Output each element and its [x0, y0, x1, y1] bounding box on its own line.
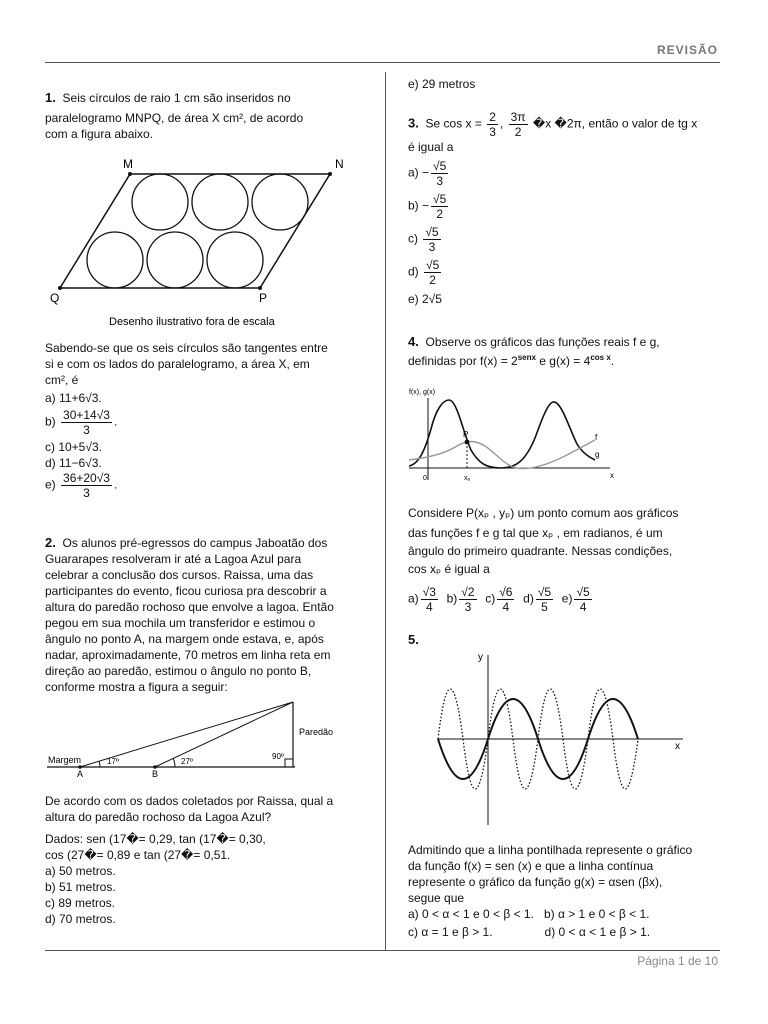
- q1-intro-a: Seis círculos de raio: [62, 91, 171, 105]
- q1-b-num: 30+14√3: [63, 408, 110, 422]
- q5-line-2: represente o gráfico da função g(x) = αsen (βx),: [408, 875, 663, 889]
- q2-line-9: conforme mostra a figura a seguir:: [45, 680, 228, 694]
- angle-90-label: 90º: [272, 752, 284, 761]
- question-1: [45, 90, 375, 142]
- q2-line-6: ângulo no ponto A, na margem onde estava, e, após: [45, 632, 324, 646]
- q5-line-1: da função f(x) = sen (x) e que a linha contínua: [408, 859, 654, 873]
- q2-option-d: d) 70 metros.: [45, 912, 116, 926]
- q1-question-c: cm², é: [45, 373, 79, 387]
- q3-option-d: d) $\frac{√5}{2}$: [408, 258, 440, 287]
- q1-option-b: b) $\frac{30+14√3}{3}$ .: [45, 408, 118, 437]
- page-number: Página 1 de 10: [637, 954, 718, 968]
- q3-text-b: �x �2π, então o valor de tg x: [532, 116, 698, 131]
- q5-line-0: Admitindo que a linha pontilhada represente o gráfico: [408, 843, 693, 857]
- vertex-m-label: M: [123, 157, 133, 171]
- paredao-label: Paredão: [299, 727, 334, 737]
- q2-line-1: Guararapes resolveram ir até a Lagoa Azul para: [45, 552, 302, 566]
- point-b-label: B: [152, 769, 159, 779]
- q1-intro-e: com a figura abaixo.: [45, 127, 154, 141]
- q5-graph: [408, 645, 698, 830]
- q2-dados-a: Dados: sen (17�= 0,29, tan (17�= 0,30,: [45, 832, 266, 846]
- parallelogram-figure: [45, 152, 355, 332]
- q4-graph: [405, 384, 620, 489]
- q2-option-a: a) 50 metros.: [45, 864, 116, 878]
- q1-option-d: d) 11−6√3.: [45, 456, 102, 470]
- column-divider: [385, 72, 386, 950]
- q1-question-a: Sabendo-se que os seis círculos são tangentes entre: [45, 341, 328, 355]
- vertex-q-label: Q: [50, 291, 60, 305]
- q5-option-c: c) α = 1 e β > 1.: [408, 925, 493, 939]
- q3-option-c: c) $\frac{√5}{3}$: [408, 225, 439, 254]
- q5-y-label: y: [478, 652, 483, 663]
- q2-number: 2.: [45, 535, 56, 550]
- q5-x-label: x: [675, 741, 680, 752]
- q1-question: [45, 340, 375, 500]
- q5-text: [408, 842, 728, 940]
- q3-f1-den: 3: [489, 125, 496, 139]
- q5-option-d: d) 0 < α < 1 e β > 1.: [544, 925, 651, 939]
- q4-consider: [408, 505, 728, 614]
- q4-ylabel: f(x), g(x): [409, 389, 436, 396]
- angle-17-label: 17º: [107, 757, 119, 766]
- q2-option-c: c) 89 metros.: [45, 896, 116, 910]
- q1-question-b: si e com os lados do paralelogramo, a área X, em: [45, 357, 310, 371]
- question-4: [408, 334, 728, 369]
- q3-text-c: é igual a: [408, 140, 454, 154]
- q1-radius: 1 cm: [173, 91, 200, 105]
- header-rule: [45, 62, 720, 63]
- q1-option-e: e) $\frac{36+20√3}{3}$ .: [45, 471, 118, 500]
- q2-line-4: altura do paredão rochoso que envolve a lagoa. Então: [45, 600, 334, 614]
- q3-option-e: e) 2√5: [408, 292, 442, 306]
- q4-definition: definidas por $f(x) = 2^{senx}$ e $g(x) = 4^{cos x}$.: [408, 353, 615, 368]
- q1-number: 1.: [45, 90, 56, 105]
- q2-line-2: celebrar a conclusão dos cursos. Raissa, uma das: [45, 568, 314, 582]
- q5-option-b: b) α > 1 e 0 < β < 1.: [543, 907, 650, 921]
- q1-e-den: 3: [83, 486, 90, 500]
- q2-option-e: e) 29 metros: [408, 77, 476, 91]
- q2-line-5: pegou em sua mochila um transferidor e estimou o: [45, 616, 316, 630]
- q4-number: 4.: [408, 334, 419, 349]
- vertex-p-label: P: [259, 291, 268, 305]
- question-2: [45, 535, 375, 695]
- margem-label: Margem: [48, 755, 82, 765]
- q3-f1-num: 2: [489, 110, 496, 124]
- q2-question-0: De acordo com os dados coletados por Raissa, qual a: [45, 794, 334, 808]
- q4-consider-3: cos xₚ é igual a: [408, 562, 490, 576]
- q5-line-3: segue que: [408, 891, 465, 905]
- q4-xp-label: xₚ: [464, 475, 471, 482]
- cliff-figure: [45, 697, 360, 782]
- header-title: REVISÃO: [656, 43, 718, 57]
- q1-option-c: c) 10+5√3.: [45, 440, 102, 454]
- q4-consider-0: Considere P(xₚ , yₚ) um ponto comum aos gráficos: [408, 506, 679, 520]
- angle-27-label: 27º: [181, 757, 193, 766]
- q1-option-a: a) 11+6√3.: [45, 391, 102, 405]
- q2-dados-b: cos (27�= 0,89 e tan (27�= 0,51.: [45, 848, 231, 862]
- q3-f2-den: 2: [514, 125, 522, 139]
- q4-f-label: f: [595, 433, 598, 442]
- q1-intro-b: são inseridos no: [203, 91, 291, 105]
- point-a-label: A: [77, 769, 84, 779]
- q4-g-label: g: [595, 450, 600, 459]
- q4-consider-2: ângulo do primeiro quadrante. Nessas condições,: [408, 544, 673, 558]
- q4-x-label: x: [610, 471, 614, 480]
- q4-text-a: Observe os gráficos das funções reais f e g,: [425, 335, 660, 349]
- q4-zero-label: 0: [423, 475, 427, 482]
- q5-option-a: a) 0 < α < 1 e 0 < β < 1.: [408, 907, 534, 921]
- q4-point-p: P: [463, 430, 469, 439]
- q3-text-a: Se cos x =: [425, 116, 482, 131]
- q3-option-b: b) − $\frac{√5}{2}$: [408, 192, 447, 221]
- q1-b-den: 3: [83, 423, 90, 437]
- footer-rule: [45, 950, 720, 951]
- q2-option-b: b) 51 metros.: [45, 880, 116, 894]
- q4-options: a) $\frac{√3}{4}$ b) $\frac{√2}{3}$ c) $\frac{√6}{4}$ d) $\frac{√5}{5}$ e) $\frac{√5}{4}$: [408, 585, 590, 614]
- q1-intro-c: paralelogramo MNPQ, de área X cm²,: [45, 111, 247, 125]
- q3-f2-num: 3π: [510, 110, 526, 124]
- q2-line-7: nadar, aproximadamente, 70 metros em linha reta em: [45, 648, 331, 662]
- q2-line-8: direção ao paredão, estimou o ângulo no ponto B,: [45, 664, 312, 678]
- q5-number: 5.: [408, 632, 419, 647]
- q2-question: [45, 793, 380, 927]
- q2-line-3: participantes do evento, ficou curiosa pra descobrir a: [45, 584, 327, 598]
- q3-option-a: a) − $\frac{√5}{3}$: [408, 159, 447, 188]
- vertex-n-label: N: [335, 157, 344, 171]
- q2-line-0: Os alunos pré-egressos do campus Jaboatão dos: [62, 536, 328, 550]
- question-3: 3. Se cos x = $\frac{2}{3}$ , $\frac{3\pi}{2}$ �x �2π, então o valor de tg x é igual a a) − $\frac{√5}{3}$ b) − $\frac{√5}{2}$ c) $\frac{√5}{3}$ d) $\frac{√5}{2}$ e) 2√5: [408, 110, 728, 307]
- q2-question-1: altura do paredão rochoso da Lagoa Azul?: [45, 810, 272, 824]
- figure-caption: Desenho ilustrativo fora de escala: [109, 316, 275, 328]
- q1-e-num: 36+20√3: [63, 471, 110, 485]
- q4-consider-1: das funções f e g tal que xₚ , em radianos, é um: [408, 526, 663, 540]
- q3-number: 3.: [408, 115, 419, 131]
- q1-intro-d: de acordo: [249, 111, 304, 125]
